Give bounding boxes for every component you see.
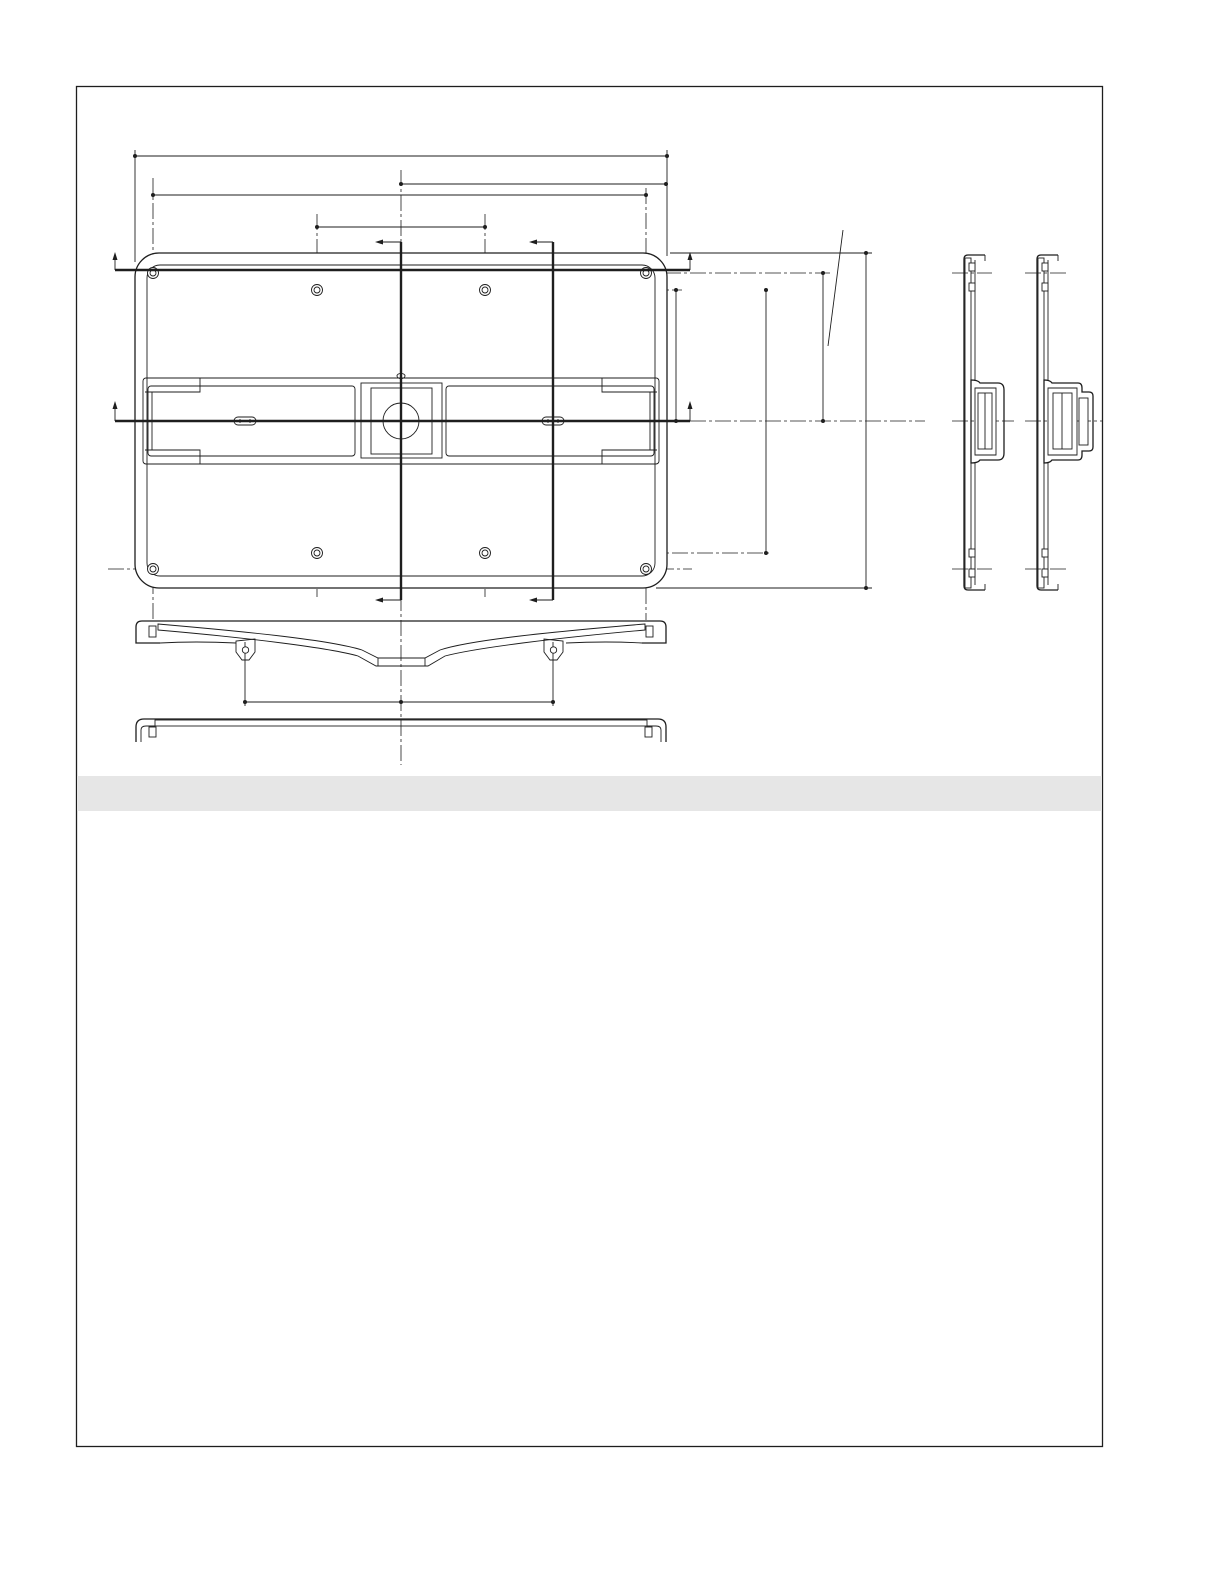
inner-hole: [480, 548, 491, 559]
side-section-view-b: [1037, 255, 1093, 590]
half-width-dimension: [399, 182, 668, 186]
boss: [1042, 283, 1048, 291]
inner-hole-to-center-dimension: [674, 288, 678, 423]
leader-line: [828, 230, 843, 346]
boss: [969, 263, 975, 271]
dish-wall: [158, 624, 645, 666]
mounting-hole: [641, 564, 652, 575]
boss: [1042, 549, 1048, 557]
boss: [645, 727, 652, 737]
hole-spacing-dimension: [151, 193, 648, 197]
mounting-hole: [148, 564, 159, 575]
boss: [149, 626, 156, 637]
boss: [149, 727, 156, 737]
inner-hole: [312, 285, 323, 296]
boss: [1042, 569, 1048, 577]
inner-hole: [480, 285, 491, 296]
slot-boss: [236, 639, 255, 660]
inner-hole: [312, 548, 323, 559]
boss: [969, 569, 975, 577]
inner-hole-vertical-dimension: [764, 288, 768, 555]
overall-width-dimension: [133, 154, 669, 158]
hole-to-center-dimension: [821, 271, 825, 423]
slot-spacing-dimension: [243, 700, 555, 704]
boss: [646, 626, 653, 637]
boss: [969, 283, 975, 291]
boss: [969, 549, 975, 557]
gray-band: [77, 776, 1102, 811]
side-section-view-a: [964, 255, 1004, 590]
slot-boss: [544, 639, 563, 660]
boss: [1042, 263, 1048, 271]
overall-height-dimension: [864, 251, 868, 590]
